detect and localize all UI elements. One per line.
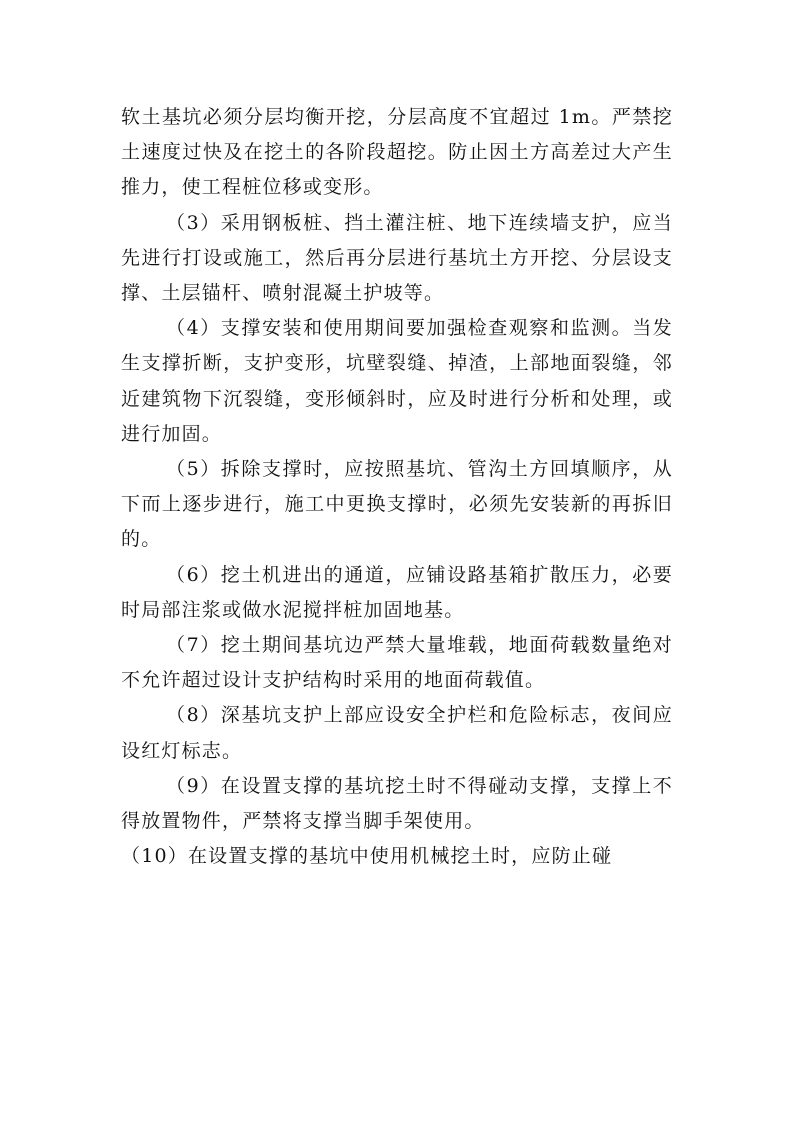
paragraph-item-3: （3）采用钢板桩、挡土灌注桩、地下连续墙支护，应当先进行打设或施工，然后再分层进行基坑土方开挖、分层设支撑、土层锚杆、喷射混凝土护坡等。 (121, 211, 673, 305)
paragraph-item-7: （7）挖土期间基坑边严禁大量堆载，地面荷载数量绝对不允许超过设计支护结构时采用的地面荷载值。 (121, 634, 673, 692)
paragraph-item-10: （10）在设置支撑的基坑中使用机械挖土时，应防止碰 (121, 845, 613, 868)
paragraph-item-9: （9）在设置支撑的基坑挖土时不得碰动支撑，支撑上不得放置物件，严禁将支撑当脚手架使用。 (121, 774, 673, 833)
document-body (121, 100, 673, 874)
paragraph-continuation: 软土基坑必须分层均衡开挖，分层高度不宜超过 1m。严禁挖土速度过快及在挖土的各阶段超挖。防止因土方高差过大产生推力，使工程桩位移或变形。 (121, 106, 673, 199)
paragraph-item-5: （5）拆除支撑时，应按照基坑、管沟土方回填顺序，从下而上逐步进行，施工中更换支撑时，必须先安装新的再拆旧的。 (121, 458, 673, 551)
paragraph-item-8: （8）深基坑支护上部应设安全护栏和危险标志，夜间应设红灯标志。 (121, 704, 673, 762)
paragraph-item-6: （6）挖土机进出的通道，应铺设路基箱扩散压力，必要时局部注浆或做水泥搅拌桩加固地基。 (121, 563, 673, 621)
paragraph-item-4: （4）支撑安装和使用期间要加强检查观察和监测。当发生支撑折断，支护变形，坑壁裂缝、掉渣，上部地面裂缝，邻近建筑物下沉裂缝，变形倾斜时，应及时进行分析和处理，或进行加固。 (121, 317, 673, 445)
